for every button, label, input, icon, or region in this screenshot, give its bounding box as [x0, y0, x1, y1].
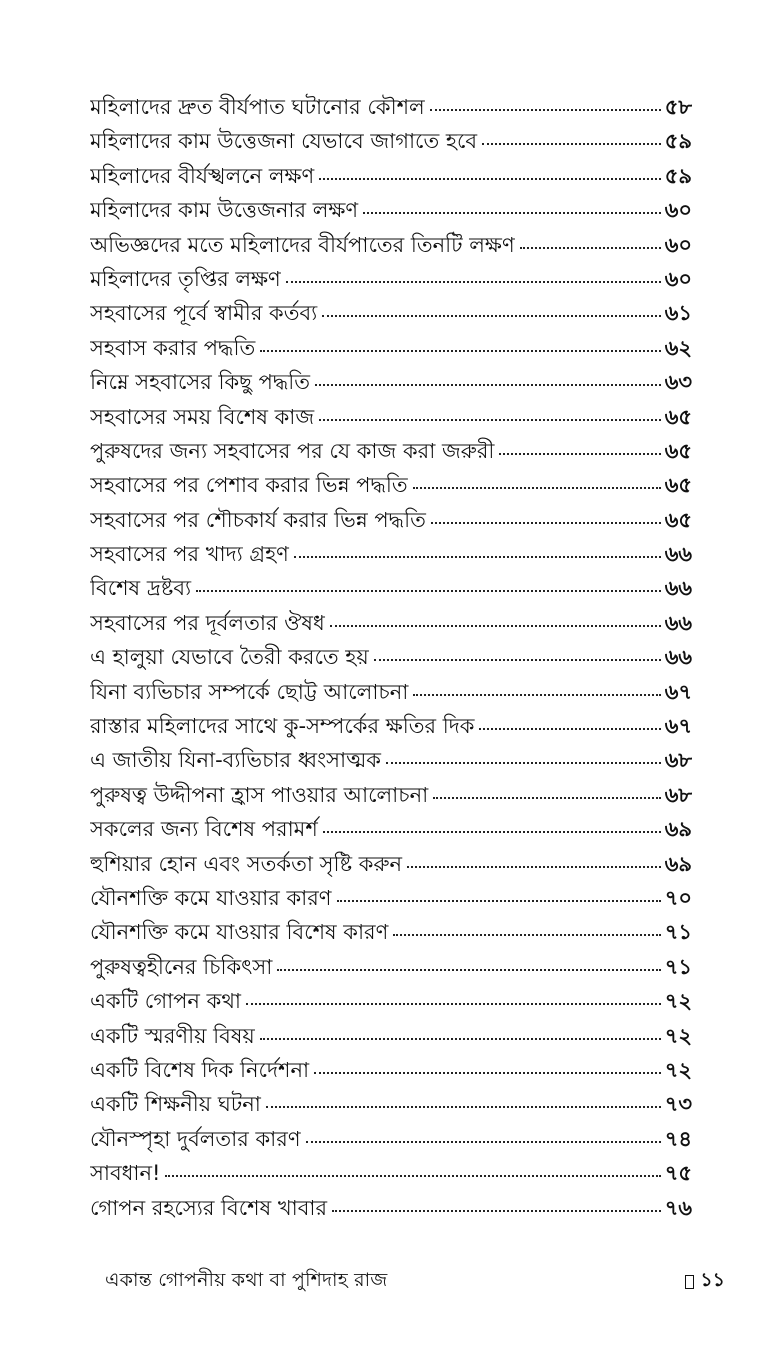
toc-entry-page: ৫৯ — [664, 163, 692, 188]
toc-entry-title: সহবাসের পর শৌচকার্য করার ভিন্ন পদ্ধতি — [90, 507, 426, 532]
dot-leader — [322, 315, 661, 317]
toc-entry-page: ৭৫ — [664, 1161, 692, 1186]
toc-entry — [90, 331, 692, 365]
dot-leader — [277, 969, 661, 971]
toc-entry-page: ৬১ — [664, 301, 692, 326]
toc-entry — [90, 503, 692, 537]
toc-entry-page: ৬৫ — [664, 404, 692, 429]
toc-entry-title: সাবধান! — [90, 1161, 161, 1186]
dot-leader — [520, 247, 661, 249]
dot-leader — [246, 1003, 661, 1005]
toc-entry-page: ৫৯ — [664, 129, 692, 154]
toc-entry-page: ৬৮ — [664, 748, 692, 773]
toc-entry-page: ৬৩ — [664, 370, 692, 395]
footer-page-marker — [685, 1266, 725, 1298]
toc-entry-title: মহিলাদের কাম উত্তেজনার লক্ষণ — [90, 198, 359, 223]
toc-entry — [90, 1191, 692, 1225]
toc-entry — [90, 296, 692, 330]
table-of-contents — [90, 90, 692, 1225]
dot-leader — [393, 934, 661, 936]
toc-entry-title: মহিলাদের দ্রুত বীর্যপাত ঘটানোর কৌশল — [90, 95, 425, 119]
dot-leader — [386, 762, 661, 764]
page-footer — [105, 1266, 725, 1298]
toc-entry-page: ৭৬ — [664, 1195, 692, 1220]
toc-entry-page: ৬৫ — [664, 438, 692, 463]
toc-entry-title: সহবাসের পূর্বে স্বামীর কর্তব্য — [90, 301, 318, 326]
toc-entry-title: মহিলাদের তৃপ্তির লক্ষণ — [90, 266, 281, 291]
toc-entry-title: একটি বিশেষ দিক নির্দেশনা — [90, 1057, 310, 1082]
toc-entry-title: পুরুষত্বহীনের চিকিৎসা — [90, 954, 273, 979]
toc-entry — [90, 365, 692, 399]
toc-entry — [90, 640, 692, 674]
dot-leader — [319, 178, 661, 180]
toc-entry — [90, 812, 692, 846]
toc-entry-title: রাস্তার মহিলাদের সাথে কু-সম্পর্কের ক্ষতির দিক — [90, 714, 475, 739]
toc-entry — [90, 881, 692, 915]
dot-leader — [323, 831, 661, 833]
toc-entry — [90, 778, 692, 812]
dot-leader — [482, 143, 661, 145]
dot-leader — [314, 1072, 661, 1074]
dot-leader — [315, 384, 661, 386]
dot-leader — [330, 625, 661, 627]
toc-entry-title: নিম্নে সহবাসের কিছু পদ্ধতি — [90, 370, 311, 395]
dot-leader — [286, 281, 661, 283]
toc-entry — [90, 228, 692, 262]
toc-entry-page: ৬২ — [664, 335, 692, 360]
dot-leader — [266, 1106, 661, 1108]
footer-book-title: একান্ত গোপনীয় কথা বা পুশিদাহ রাজ — [105, 1269, 388, 1291]
toc-entry — [90, 468, 692, 502]
toc-entry-page: ৬৭ — [664, 679, 692, 704]
toc-entry-title: গোপন রহস্যের বিশেষ খাবার — [90, 1195, 328, 1220]
toc-entry-title: এ জাতীয় যিনা-ব্যভিচার ধ্বংসাত্মক — [90, 748, 381, 773]
toc-entry — [90, 1019, 692, 1053]
toc-entry-title: যৌনশক্তি কমে যাওয়ার বিশেষ কারণ — [90, 920, 389, 945]
toc-entry-page: ৬৯ — [664, 817, 692, 842]
dot-leader — [430, 109, 661, 111]
toc-entry-title: একটি শিক্ষনীয় ঘটনা — [90, 1092, 261, 1117]
toc-entry-title: পুরুষদের জন্য সহবাসের পর যে কাজ করা জরুরী — [90, 438, 495, 463]
dot-leader — [332, 1210, 661, 1212]
toc-entry-title: সহবাসের সময় বিশেষ কাজ — [90, 404, 315, 429]
dot-leader — [433, 797, 661, 799]
toc-entry — [90, 537, 692, 571]
toc-entry-title: সহবাস করার পদ্ধতি — [90, 335, 256, 360]
toc-entry — [90, 1087, 692, 1121]
toc-entry — [90, 124, 692, 158]
toc-entry-title: বিশেষ দ্রষ্টব্য — [90, 576, 192, 601]
toc-entry-title: অভিজ্ঞদের মতে মহিলাদের বীর্যপাতের তিনটি লক্ষণ — [90, 232, 515, 257]
toc-entry-page: ৭২ — [664, 989, 692, 1014]
toc-entry-page: ৭৩ — [664, 1092, 692, 1117]
toc-entry-page: ৫৮ — [664, 95, 692, 119]
toc-entry-title: যৌনস্পৃহা দুর্বলতার কারণ — [90, 1126, 301, 1151]
toc-entry — [90, 262, 692, 296]
dot-leader — [499, 453, 661, 455]
dot-leader — [260, 1038, 661, 1040]
toc-entry-page: ৬৫ — [664, 507, 692, 532]
toc-entry-title: হুশিয়ার হোন এবং সতর্কতা সৃষ্টি করুন — [90, 851, 403, 876]
toc-entry — [90, 606, 692, 640]
dot-leader — [196, 590, 661, 592]
toc-entry — [90, 709, 692, 743]
toc-entry — [90, 915, 692, 949]
dot-leader — [306, 1141, 661, 1143]
toc-entry-title: যৌনশক্তি কমে যাওয়ার কারণ — [90, 885, 332, 910]
footer-page-number: ১১ — [700, 1269, 725, 1291]
dot-leader — [363, 212, 661, 214]
dot-leader — [413, 487, 661, 489]
toc-entry — [90, 1122, 692, 1156]
toc-entry — [90, 950, 692, 984]
toc-entry — [90, 1156, 692, 1190]
toc-entry-page: ৭৪ — [664, 1126, 692, 1151]
toc-entry-page: ৬০ — [664, 232, 692, 257]
toc-entry-page: ৭০ — [664, 885, 692, 910]
dot-leader — [337, 900, 662, 902]
toc-entry-title: মহিলাদের বীর্যস্খলনে লক্ষণ — [90, 163, 315, 188]
square-box-icon — [685, 1275, 694, 1289]
dot-leader — [260, 350, 661, 352]
toc-entry-page: ৭২ — [664, 1057, 692, 1082]
toc-entry — [90, 847, 692, 881]
toc-entry-title: মহিলাদের কাম উত্তেজনা যেভাবে জাগাতে হবে — [90, 129, 478, 154]
dot-leader — [374, 659, 661, 661]
toc-entry-page: ৬৬ — [664, 542, 692, 567]
toc-entry-page: ৬০ — [664, 198, 692, 223]
toc-entry-page: ৬৬ — [664, 645, 692, 670]
toc-entry-title: সকলের জন্য বিশেষ পরামর্শ — [90, 817, 318, 842]
toc-entry-page: ৭১ — [664, 920, 692, 945]
toc-entry-title: সহবাসের পর দূর্বলতার ঔষধ — [90, 610, 325, 635]
toc-entry-page: ৭২ — [664, 1023, 692, 1048]
toc-entry — [90, 90, 692, 124]
toc-entry-title: এ হালুয়া যেভাবে তৈরী করতে হয় — [90, 645, 369, 670]
dot-leader — [407, 866, 661, 868]
toc-entry — [90, 1053, 692, 1087]
dot-leader — [319, 419, 661, 421]
dot-leader — [431, 522, 661, 524]
dot-leader — [165, 1175, 661, 1177]
toc-entry — [90, 984, 692, 1018]
toc-entry-page: ৬৫ — [664, 473, 692, 498]
toc-entry — [90, 400, 692, 434]
toc-entry — [90, 193, 692, 227]
toc-entry-title: একটি গোপন কথা — [90, 989, 242, 1014]
toc-entry-page: ৭১ — [664, 954, 692, 979]
toc-entry-title: পুরুষত্ব উদ্দীপনা হ্রাস পাওয়ার আলোচনা — [90, 782, 429, 807]
toc-entry-page: ৬০ — [664, 266, 692, 291]
toc-entry — [90, 675, 692, 709]
toc-entry-title: একটি স্মরণীয় বিষয় — [90, 1023, 255, 1048]
toc-entry — [90, 571, 692, 605]
dot-leader — [479, 728, 661, 730]
toc-entry-title: সহবাসের পর পেশাব করার ভিন্ন পদ্ধতি — [90, 473, 408, 498]
toc-entry-page: ৬৭ — [664, 714, 692, 739]
toc-entry — [90, 434, 692, 468]
toc-entry-title: সহবাসের পর খাদ্য গ্রহণ — [90, 542, 289, 567]
dot-leader — [294, 556, 661, 558]
dot-leader — [413, 694, 661, 696]
toc-entry-page: ৬৮ — [664, 782, 692, 807]
toc-entry-page: ৬৬ — [664, 610, 692, 635]
toc-entry-page: ৬৯ — [664, 851, 692, 876]
toc-entry — [90, 159, 692, 193]
toc-entry-page: ৬৬ — [664, 576, 692, 601]
toc-entry — [90, 743, 692, 777]
toc-entry-title: যিনা ব্যভিচার সম্পর্কে ছোট্ট আলোচনা — [90, 679, 409, 704]
